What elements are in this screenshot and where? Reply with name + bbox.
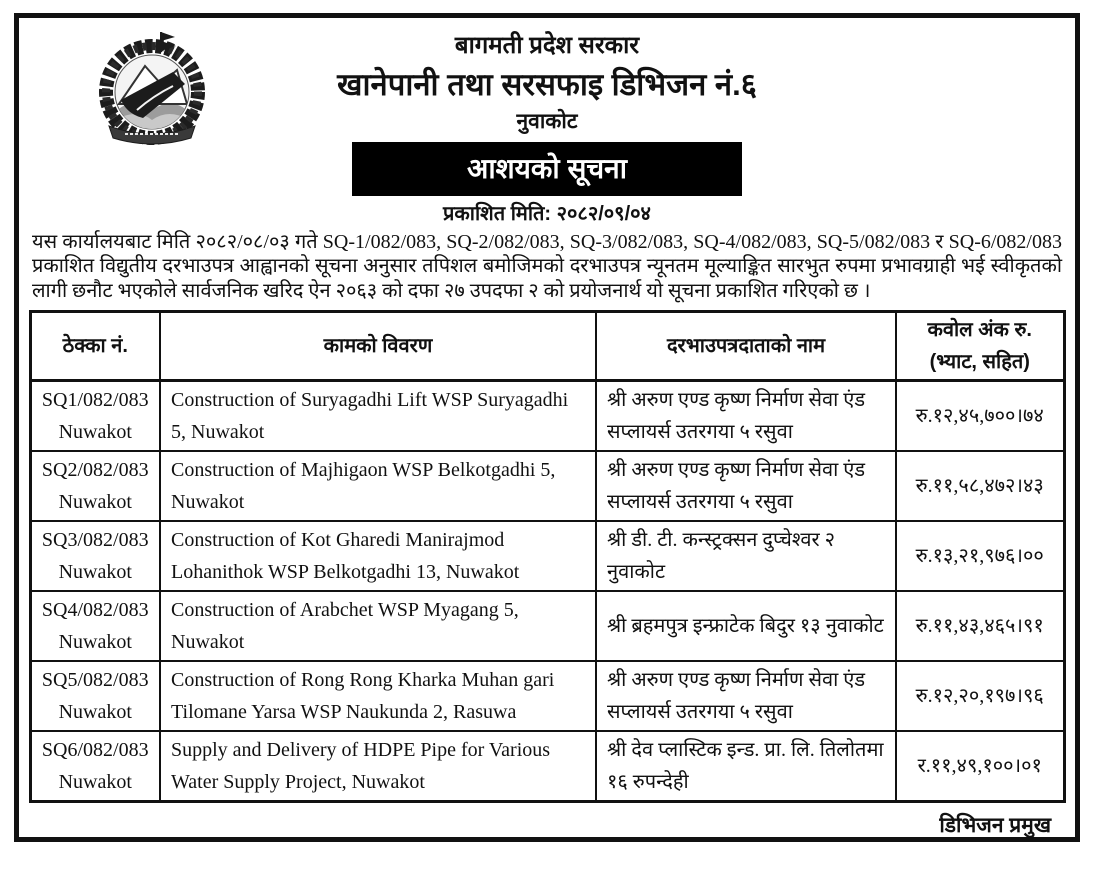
- work-description-cell: Construction of Kot Gharedi Manirajmod Lohanithok WSP Belkotgadhi 13, Nuwakot: [160, 521, 596, 591]
- amount-cell: रु.१३,२१,९७६।००: [896, 521, 1064, 591]
- bidder-name-cell: श्री डी. टी. कन्स्ट्रक्सन दुप्चेश्वर २ नुवाकोट: [596, 521, 896, 591]
- office-name: खानेपानी तथा सरसफाइ डिभिजन नं.६: [337, 67, 757, 102]
- contract-number: SQ5/082/083: [41, 669, 149, 692]
- header-amount: [896, 312, 1064, 381]
- header-bidder-name: दरभाउपत्रदाताको नाम: [596, 312, 896, 381]
- bidder-name-cell: श्री देव प्लास्टिक इन्ड. प्रा. लि. तिलोतमा १६ रुपन्देही: [596, 731, 896, 802]
- contract-number: SQ2/082/083: [41, 459, 149, 482]
- contract-no-cell: [30, 591, 160, 661]
- amount-cell: र.११,४९,१००।०१: [896, 731, 1064, 802]
- table-row: [30, 591, 1064, 661]
- amount-cell: रु.११,५८,४७२।४३: [896, 451, 1064, 521]
- work-description-cell: Construction of Majhigaon WSP Belkotgadhi 5, Nuwakot: [160, 451, 596, 521]
- nepal-emblem-logo: [77, 26, 227, 148]
- government-name: बागमती प्रदेश सरकार: [454, 32, 640, 59]
- bidder-name-cell: श्री अरुण एण्ड कृष्ण निर्माण सेवा एंड सप्लायर्स उतरगया ५ रसुवा: [596, 451, 896, 521]
- bidder-name-cell: श्री अरुण एण्ड कृष्ण निर्माण सेवा एंड सप्लायर्स उतरगया ५ रसुवा: [596, 381, 896, 452]
- district-name: नुवाकोट: [516, 110, 578, 133]
- bidder-name-cell: श्री अरुण एण्ड कृष्ण निर्माण सेवा एंड सप्लायर्स उतरगया ५ रसुवा: [596, 661, 896, 731]
- contract-location: Nuwakot: [58, 421, 132, 444]
- contract-no-cell: [30, 451, 160, 521]
- tender-table: [29, 310, 1066, 803]
- amount-cell: रु.१२,२०,१९७।९६: [896, 661, 1064, 731]
- contract-no-cell: [30, 381, 160, 452]
- table-row: [30, 451, 1064, 521]
- table-header-row: [30, 312, 1064, 381]
- contract-number: SQ4/082/083: [41, 599, 149, 622]
- work-description-cell: Construction of Suryagadhi Lift WSP Suryagadhi 5, Nuwakot: [160, 381, 596, 452]
- contract-no-cell: [30, 661, 160, 731]
- amount-cell: रु.१२,४५,७००।७४: [896, 381, 1064, 452]
- contract-location: Nuwakot: [58, 631, 132, 654]
- work-description-cell: Construction of Rong Rong Kharka Muhan gari Tilomane Yarsa WSP Naukunda 2, Rasuwa: [160, 661, 596, 731]
- published-date: प्रकाशित मिति: २०८२/०९/०४: [443, 203, 651, 225]
- contract-location: Nuwakot: [58, 771, 132, 794]
- contract-no-cell: [30, 521, 160, 591]
- table-row: [30, 731, 1064, 802]
- notice-title-banner: आशयको सूचना: [352, 142, 742, 196]
- contract-location: Nuwakot: [58, 561, 132, 584]
- contract-location: Nuwakot: [58, 491, 132, 514]
- bidder-name-cell: श्री ब्रहमपुत्र इन्फ्राटेक बिदुर १३ नुवाकोट: [596, 591, 896, 661]
- contract-number: SQ6/082/083: [41, 739, 149, 762]
- table-row: [30, 661, 1064, 731]
- contract-number: SQ3/082/083: [41, 529, 149, 552]
- header-contract-no: ठेक्का नं.: [30, 312, 160, 381]
- contract-location: Nuwakot: [58, 701, 132, 724]
- work-description-cell: Construction of Arabchet WSP Myagang 5, Nuwakot: [160, 591, 596, 661]
- notice-document: [14, 13, 1080, 842]
- notice-body-paragraph: यस कार्यालयबाट मिति २०८२/०८/०३ गते SQ-1/082/083, SQ-2/082/083, SQ-3/082/083, SQ-4/082/083, SQ-5/082/083 र SQ-6/082/083 प्रकाशित विद्युतीय दरभाउपत्र आह्वानको सूचना अनुसार तपिशल बमोजिमको दरभाउपत्र न्यूनतम मूल्याङ्कित सारभुत रुपमा प्रभावग्राही भई स्वीकृतको लागी छनौट भएकोले सार्वजनिक खरिद ऐन २०६३ को दफा २७ उपदफा २ को प्रयोजनार्थ यो सूचना प्रकाशित गरिएको छ ।: [32, 231, 1062, 302]
- header-work-description: कामको विवरण: [160, 312, 596, 381]
- signature-title: डिभिजन प्रमुख: [939, 814, 1051, 838]
- amount-cell: रु.११,४३,४६५।९१: [896, 591, 1064, 661]
- table-row: [30, 521, 1064, 591]
- header-amount-line2: (भ्याट, सहित): [929, 351, 1030, 374]
- contract-number: SQ1/082/083: [41, 389, 149, 412]
- header-amount-line1: कवोल अंक रु.: [927, 319, 1032, 342]
- work-description-cell: Supply and Delivery of HDPE Pipe for Various Water Supply Project, Nuwakot: [160, 731, 596, 802]
- contract-no-cell: [30, 731, 160, 802]
- nepal-emblem-icon: [77, 26, 227, 148]
- table-row: [30, 381, 1064, 452]
